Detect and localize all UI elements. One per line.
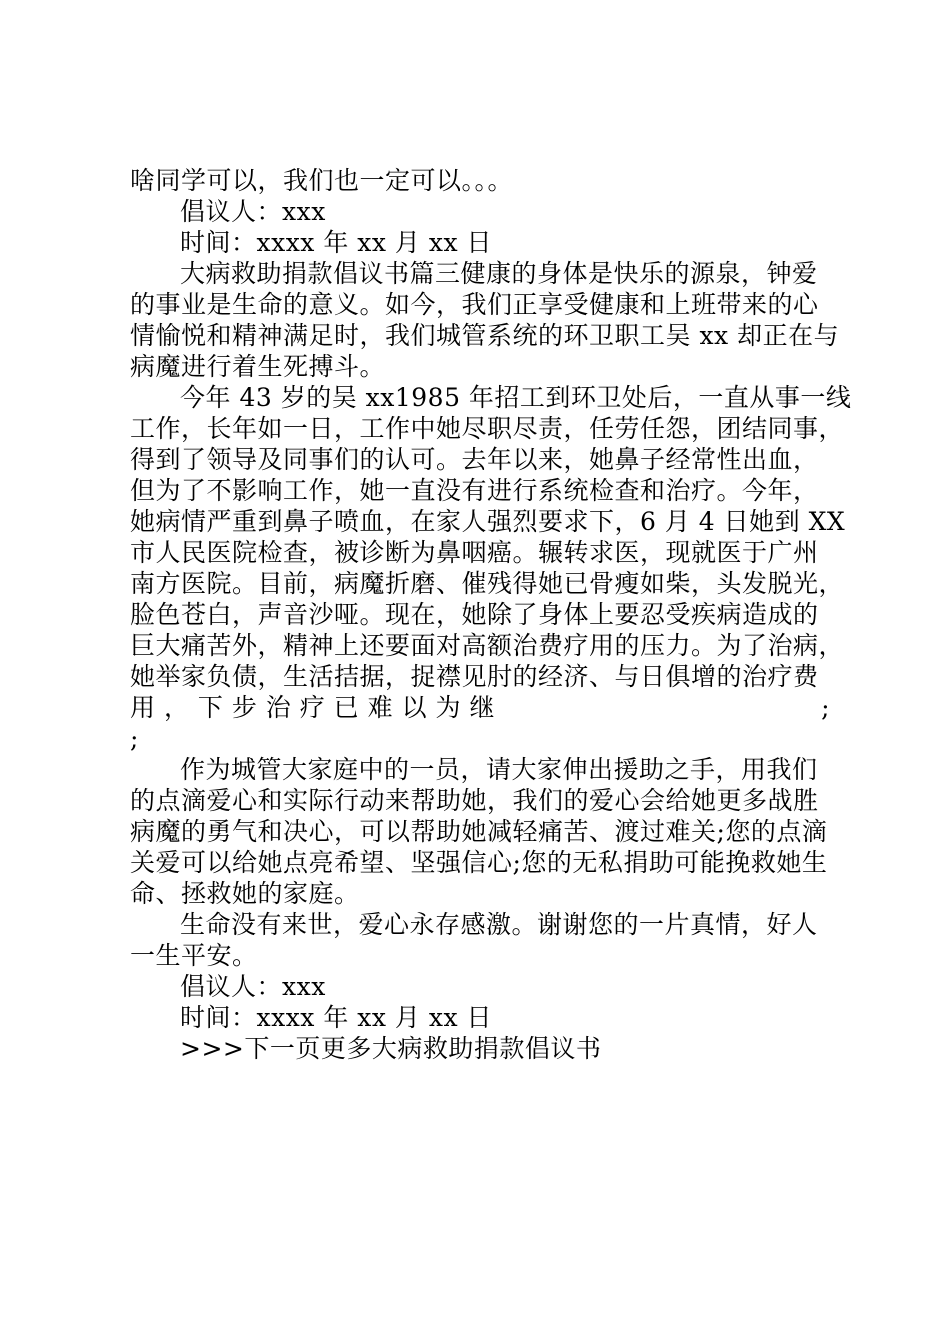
text-line: ; xyxy=(130,724,139,753)
text-line: 脸色苍白，声音沙哑。现在，她除了身体上要忍受疾病造成的 xyxy=(130,600,819,629)
text-line: 她举家负债，生活拮据，捉襟见肘的经济、与日俱增的治疗费 xyxy=(130,662,819,691)
paragraph-start: 作为城管大家庭中的一员，请大家伸出援助之手，用我们 xyxy=(180,755,818,784)
text-line: 的点滴爱心和实际行动来帮助她，我们的爱心会给她更多战胜 xyxy=(130,786,819,815)
text-line: 的事业是生命的意义。如今，我们正享受健康和上班带来的心 xyxy=(130,290,819,319)
text-line: 一生平安。 xyxy=(130,941,258,970)
text-line: 啥同学可以，我们也一定可以。。。 xyxy=(130,166,514,195)
text-line: 市人民医院检查，被诊断为鼻咽癌。辗转求医，现就医于广州 xyxy=(130,538,819,567)
date-line: 时间：xxxx 年 xx 月 xx 日 xyxy=(180,228,493,257)
signature-line: 倡议人：xxx xyxy=(180,972,326,1001)
date-line: 时间：xxxx 年 xx 月 xx 日 xyxy=(180,1003,493,1032)
text-line: 巨大痛苦外，精神上还要面对高额治费疗用的压力。为了治病， xyxy=(130,631,845,660)
paragraph-start: 生命没有来世，爱心永存感激。谢谢您的一片真情，好人 xyxy=(180,910,818,939)
spread-line-text: 用 ， 下 步 治 疗 已 难 以 为 继 xyxy=(130,693,495,722)
text-line: 命、拯救她的家庭。 xyxy=(130,879,360,908)
spread-text-line xyxy=(130,692,830,723)
text-line: 南方医院。目前，病魔折磨、催残得她已骨瘦如柴，头发脱光， xyxy=(130,569,845,598)
text-line: 关爱可以给她点亮希望、坚强信心;您的无私捐助可能挽救她生 xyxy=(130,848,828,877)
paragraph-start: 今年 43 岁的吴 xx1985 年招工到环卫处后，一直从事一线 xyxy=(180,383,852,412)
text-line: 病魔的勇气和决心，可以帮助她减轻痛苦、渡过难关;您的点滴 xyxy=(130,817,828,846)
paragraph-start: 大病救助捐款倡议书篇三健康的身体是快乐的源泉，钟爱 xyxy=(180,259,818,288)
text-line: 但为了不影响工作，她一直没有进行系统检查和治疗。今年， xyxy=(130,476,819,505)
signature-line: 倡议人：xxx xyxy=(180,197,326,226)
document-body xyxy=(130,165,852,1064)
text-line: 她病情严重到鼻子喷血，在家人强烈要求下，6 月 4 日她到 XX xyxy=(130,507,846,536)
text-line: 病魔进行着生死搏斗。 xyxy=(130,352,386,381)
next-page-link-text: >>>下一页更多大病救助捐款倡议书 xyxy=(180,1034,602,1063)
text-line: 工作，长年如一日，工作中她尽职尽责，任劳任怨，团结同事， xyxy=(130,414,845,443)
spread-line-semicolon: ; xyxy=(821,693,830,722)
text-line: 情愉悦和精神满足时，我们城管系统的环卫职工吴 xx 却正在与 xyxy=(130,321,840,350)
text-line: 得到了领导及同事们的认可。去年以来，她鼻子经常性出血， xyxy=(130,445,819,474)
